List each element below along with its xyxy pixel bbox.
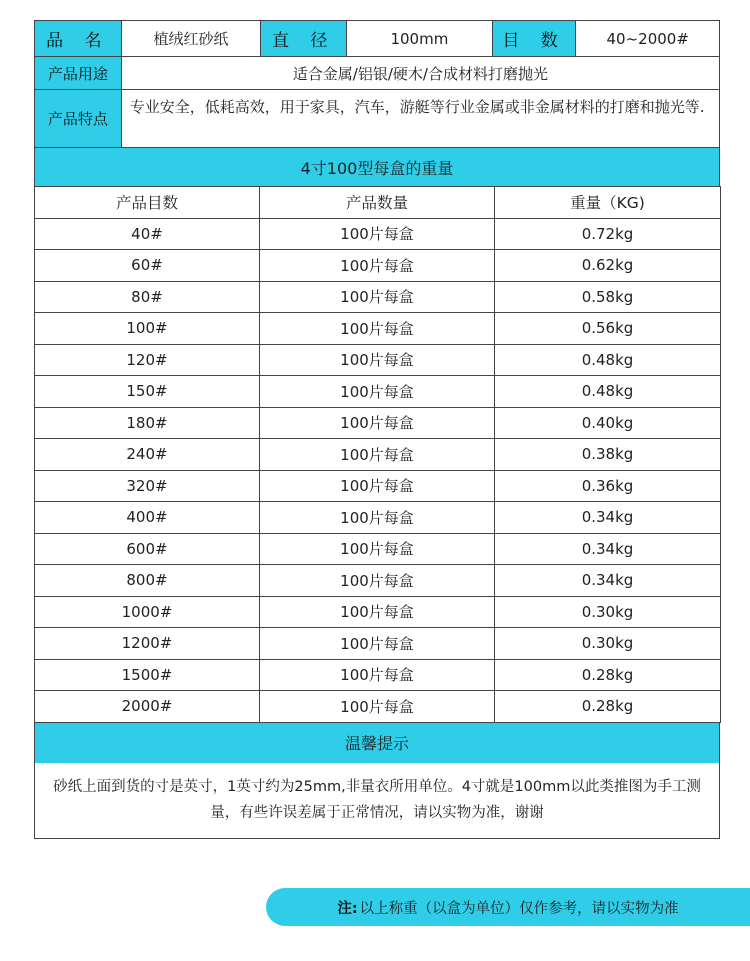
- weight-cell: 0.38kg: [495, 439, 721, 471]
- table-row: [35, 659, 721, 691]
- mesh-cell: 40#: [35, 218, 260, 250]
- table-row: [35, 565, 721, 597]
- table-row: [35, 596, 721, 628]
- mesh-cell: 180#: [35, 407, 260, 439]
- weight-cell: 0.48kg: [495, 344, 721, 376]
- weight-note: [266, 888, 750, 926]
- table-row: [35, 218, 721, 250]
- diameter-label: 直 径: [260, 21, 346, 56]
- quantity-cell: 100片每盒: [260, 218, 495, 250]
- quantity-cell: 100片每盒: [260, 502, 495, 534]
- quantity-cell: 100片每盒: [260, 407, 495, 439]
- table-row: [35, 281, 721, 313]
- mesh-cell: 1500#: [35, 659, 260, 691]
- quantity-cell: 100片每盒: [260, 250, 495, 282]
- table-row: [35, 344, 721, 376]
- mesh-cell: 1000#: [35, 596, 260, 628]
- table-row: [35, 313, 721, 345]
- mesh-cell: 400#: [35, 502, 260, 534]
- table-row: [35, 628, 721, 660]
- quantity-cell: 100片每盒: [260, 628, 495, 660]
- table-row: [35, 376, 721, 408]
- weight-cell: 0.58kg: [495, 281, 721, 313]
- header-row: [34, 20, 720, 57]
- tips-title: 温馨提示: [34, 723, 720, 763]
- name-label: 品 名: [35, 21, 121, 56]
- weight-cell: 0.34kg: [495, 533, 721, 565]
- quantity-cell: 100片每盒: [260, 659, 495, 691]
- quantity-cell: 100片每盒: [260, 344, 495, 376]
- table-row: [35, 250, 721, 282]
- mesh-value: 40~2000#: [575, 21, 719, 56]
- weight-table-body: [35, 218, 721, 722]
- weight-table-title: 4寸100型每盒的重量: [34, 148, 720, 186]
- column-header-mesh: 产品目数: [35, 187, 260, 219]
- quantity-cell: 100片每盒: [260, 281, 495, 313]
- name-value: 植绒红砂纸: [121, 21, 261, 56]
- quantity-cell: 100片每盒: [260, 565, 495, 597]
- weight-table-header: [35, 187, 721, 219]
- quantity-cell: 100片每盒: [260, 691, 495, 723]
- features-value: 专业安全，低耗高效，用于家具，汽车，游艇等行业金属或非金属材料的打磨和抛光等.: [121, 90, 719, 147]
- table-row: [35, 502, 721, 534]
- quantity-cell: 100片每盒: [260, 313, 495, 345]
- column-header-weight: 重量（KG): [495, 187, 721, 219]
- quantity-cell: 100片每盒: [260, 533, 495, 565]
- quantity-cell: 100片每盒: [260, 470, 495, 502]
- usage-row: [34, 57, 720, 90]
- table-row: [35, 470, 721, 502]
- tips-text: 砂纸上面到货的寸是英寸，1英寸约为25mm,非量衣所用单位。4寸就是100mm以此类推图为手工测量，有些许误差属于正常情况，请以实物为准，谢谢: [34, 763, 720, 839]
- table-row: [35, 439, 721, 471]
- mesh-cell: 100#: [35, 313, 260, 345]
- column-header-quantity: 产品数量: [260, 187, 495, 219]
- mesh-label: 目 数: [492, 21, 576, 56]
- mesh-cell: 1200#: [35, 628, 260, 660]
- table-row: [35, 407, 721, 439]
- table-row: [35, 533, 721, 565]
- weight-cell: 0.40kg: [495, 407, 721, 439]
- quantity-cell: 100片每盒: [260, 376, 495, 408]
- mesh-cell: 150#: [35, 376, 260, 408]
- mesh-cell: 320#: [35, 470, 260, 502]
- mesh-cell: 60#: [35, 250, 260, 282]
- mesh-cell: 120#: [35, 344, 260, 376]
- quantity-cell: 100片每盒: [260, 439, 495, 471]
- features-label: 产品特点: [35, 90, 121, 147]
- usage-value: 适合金属/铝银/硬木/合成材料打磨抛光: [121, 57, 719, 89]
- weight-cell: 0.34kg: [495, 502, 721, 534]
- weight-cell: 0.28kg: [495, 659, 721, 691]
- usage-label: 产品用途: [35, 57, 121, 89]
- weight-cell: 0.30kg: [495, 628, 721, 660]
- weight-cell: 0.36kg: [495, 470, 721, 502]
- mesh-cell: 600#: [35, 533, 260, 565]
- weight-table: [34, 186, 721, 723]
- product-spec-sheet: [34, 20, 720, 839]
- quantity-cell: 100片每盒: [260, 596, 495, 628]
- weight-cell: 0.34kg: [495, 565, 721, 597]
- weight-cell: 0.48kg: [495, 376, 721, 408]
- weight-cell: 0.28kg: [495, 691, 721, 723]
- features-row: [34, 90, 720, 148]
- note-text: 以上称重（以盒为单位）仅作参考，请以实物为准: [359, 900, 679, 917]
- weight-cell: 0.62kg: [495, 250, 721, 282]
- diameter-value: 100mm: [346, 21, 492, 56]
- mesh-cell: 240#: [35, 439, 260, 471]
- table-row: [35, 691, 721, 723]
- mesh-cell: 2000#: [35, 691, 260, 723]
- mesh-cell: 80#: [35, 281, 260, 313]
- mesh-cell: 800#: [35, 565, 260, 597]
- weight-cell: 0.30kg: [495, 596, 721, 628]
- weight-cell: 0.56kg: [495, 313, 721, 345]
- note-label: 注:: [337, 900, 358, 917]
- weight-cell: 0.72kg: [495, 218, 721, 250]
